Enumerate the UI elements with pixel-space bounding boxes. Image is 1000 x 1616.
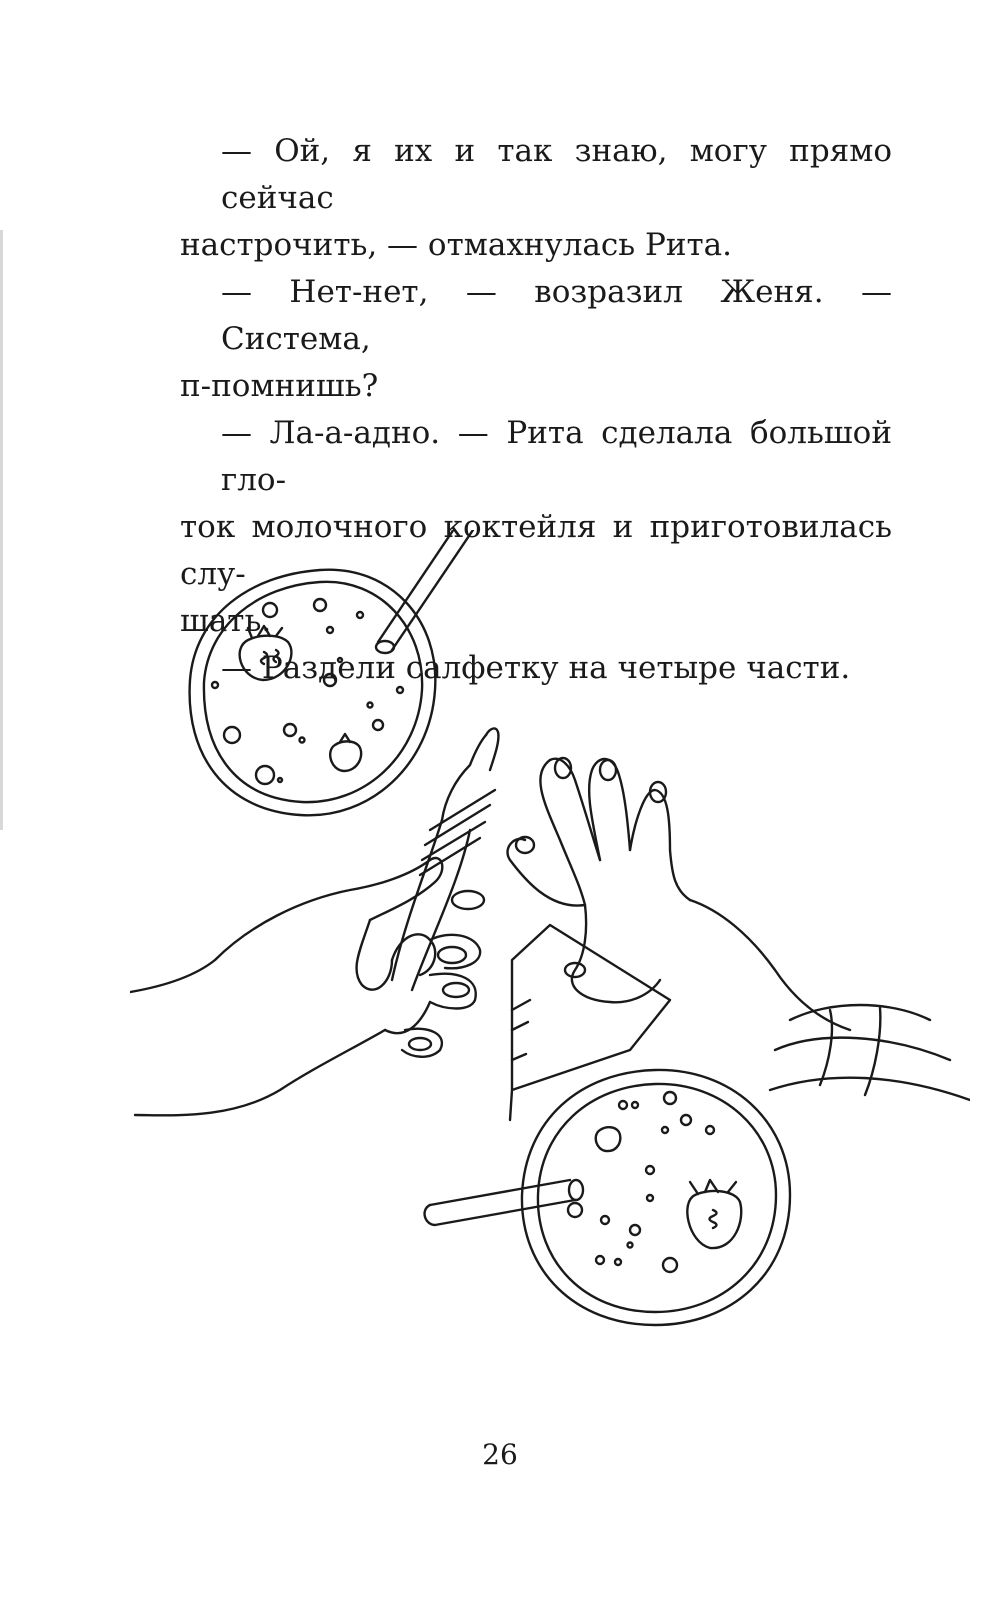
milkshake-glass-top	[190, 530, 475, 815]
milkshake-glass-bottom	[425, 1070, 790, 1325]
text-line: п-помнишь?	[180, 368, 379, 404]
text-line: ток молочного коктейля и приготовилась слу-	[180, 509, 892, 592]
text-line: — Ой, я их и так знаю, могу прямо сейчас	[221, 133, 892, 216]
text-line: — Нет-нет, — возразил Женя. — Система,	[221, 274, 892, 357]
left-hand	[130, 858, 484, 1115]
text-line: — Ла-а-адно. — Рита сделала большой гло-	[221, 415, 892, 498]
text-line: шать.	[180, 603, 272, 639]
pen	[392, 728, 498, 990]
text-line: — Раздели салфетку на четыре части.	[221, 650, 851, 686]
text-line: настрочить, — отмахнулась Рита.	[180, 227, 732, 263]
right-hand	[508, 758, 970, 1100]
paragraph-2	[180, 269, 892, 410]
napkin	[510, 925, 670, 1120]
paragraph-1	[180, 128, 892, 269]
page-edge-shadow	[0, 230, 3, 830]
milkshake-hands-illustration	[130, 530, 970, 1350]
page-number: 26	[482, 1438, 518, 1471]
